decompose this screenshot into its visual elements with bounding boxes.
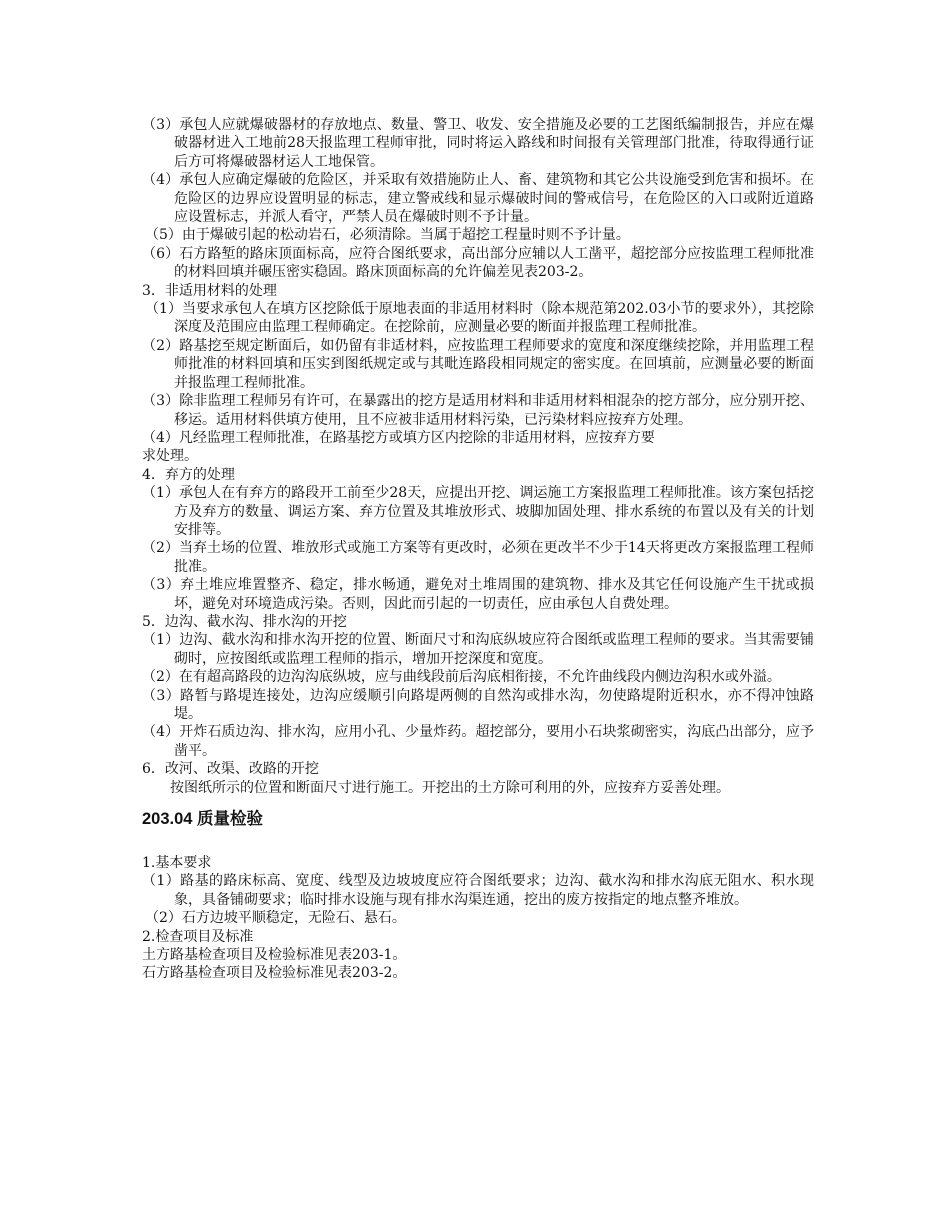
paragraph-spoil-1: （1）承包人在有弃方的路段开工前至少28天，应提出开挖、调运施工方案报监理工程师批准。该方案包括挖方及弃方的数量、调运方案、弃方位置及其堆放形式、坡脚加固处理、排水系统的布置以及有关的计划安排等。 xyxy=(142,485,814,538)
paragraph-requirement-1: （1）路基的路床标高、宽度、线型及边坡坡度应符合图纸要求；边沟、截水沟和排水沟底无阻水、积水现象，具备铺砌要求；临时排水设施与现有排水沟渠连通，挖出的废方按指定的地点整齐堆放。 xyxy=(142,873,814,908)
paragraph-ditch-1: （1）边沟、截水沟和排水沟开挖的位置、断面尺寸和沟底纵坡应符合图纸或监理工程师的要求。当其需要铺砌时，应按图纸或监理工程师的指示，增加开挖深度和宽度。 xyxy=(142,632,814,667)
paragraph-spoil-3: （3）弃土堆应堆置整齐、稳定，排水畅通，避免对土堆周围的建筑物、排水及其它任何设施产生干扰或损坏，避免对环境造成污染。否则，因此而引起的一切责任，应由承包人自费处理。 xyxy=(142,577,814,612)
paragraph-unsuitable-1: （1）当要求承包人在填方区挖除低于原地表面的非适用材料时（除本规范第202.03小节的要求外），其挖除深度及范围应由监理工程师确定。在挖除前，应测量必要的断面并报监理工程师批准。 xyxy=(145,301,814,336)
paragraph-rock-subgrade-table-ref: 石方路基检查项目及检验标准见表203-2。 xyxy=(142,965,407,982)
paragraph-ditch-3: （3）路暂与路堤连接处，边沟应缓顺引向路堤两侧的自然沟或排水沟，勿使路堤附近积水，亦不得冲蚀路堤。 xyxy=(142,687,814,722)
subheading-ditch-excavation: 5．边沟、截水沟、排水沟的开挖 xyxy=(142,613,347,630)
subheading-basic-requirements: 1.基本要求 xyxy=(142,855,212,872)
section-heading-quality-inspection: 203.04 质量检验 xyxy=(142,810,264,829)
paragraph-rock-cutting-elevation: （6）石方路堑的路床顶面标高，应符合图纸要求，高出部分应辅以人工凿平，超挖部分应按监理工程师批准的材料回填并碾压密实稳固。路床顶面标高的允许偏差见表203-2。 xyxy=(142,245,814,281)
subheading-unsuitable-materials: 3．非适用材料的处理 xyxy=(142,282,277,299)
paragraph-diversion-text: 按图纸所示的位置和断面尺寸进行施工。开挖出的土方除可利用的外，应按弃方妥善处理。 xyxy=(170,779,730,796)
paragraph-unsuitable-3: （3）除非监理工程师另有许可，在暴露出的挖方是适用材料和非适用材料相混杂的挖方部分，应分别开挖、移运。适用材料供填方使用，且不应被非适用材料污染，已污染材料应按弃方处理。 xyxy=(142,393,814,428)
paragraph-ditch-2: （2）在有超高路段的边沟沟底纵坡，应与曲线段前后沟底相衔接，不允许曲线段内侧边沟积水或外溢。 xyxy=(142,669,781,686)
paragraph-loose-rock: （5）由于爆破引起的松动岩石，必须清除。当属于超挖工程量时则不予计量。 xyxy=(145,227,630,244)
document-page xyxy=(142,116,814,983)
paragraph-earth-subgrade-table-ref: 土方路基检查项目及检验标准见表203-1。 xyxy=(142,947,407,964)
paragraph-ditch-4: （4）开炸石质边沟、排水沟，应用小孔、少量炸药。超挖部分，要用小石块浆砌密实，沟底凸出部分，应予凿平。 xyxy=(142,724,814,759)
paragraph-spoil-2: （2）当弃土场的位置、堆放形式或施工方案等有更改时，必须在更改半不少于14天将更改方案报监理工程师批准。 xyxy=(142,540,814,575)
paragraph-blasting-materials-report: （3）承包人应就爆破器材的存放地点、数量、警卫、收发、安全措施及必要的工艺图纸编制报告，并应在爆破器材进入工地前28天报监理工程师审批，同时将运入路线和时间报有关管理部门批准，待取得通行证后方可将爆破器材运人工地保管。 xyxy=(142,117,814,170)
paragraph-unsuitable-4-continued: 求处理。 xyxy=(142,448,198,465)
subheading-inspection-items: 2.检查项目及标准 xyxy=(142,928,254,945)
paragraph-requirement-2: （2）石方边坡平顺稳定，无险石、悬石。 xyxy=(145,910,406,927)
paragraph-unsuitable-4: （4）凡经监理工程师批准，在路基挖方或填方区内挖除的非适用材料，应按弃方要 xyxy=(142,429,655,446)
subheading-river-road-diversion: 6．改河、改渠、改路的开挖 xyxy=(142,761,319,778)
subheading-spoil-disposal: 4．弃方的处理 xyxy=(142,466,235,483)
paragraph-blasting-danger-zone: （4）承包人应确定爆破的危险区，并采取有效措施防止人、畜、建筑物和其它公共设施受到危害和损坏。在危险区的边界应设置明显的标志，建立警戒线和显示爆破时间的警戒信号，在危险区的入口或附近道路应设置标志，并派人看守，严禁人员在爆破时则不予计量。 xyxy=(142,172,814,226)
paragraph-unsuitable-2: （2）路基挖至规定断面后，如仍留有非适材料，应按监理工程师要求的宽度和深度继续挖除，并用监理工程师批准的材料回填和压实到图纸规定或与其毗连路段相同规定的密实度。在回填前，应测量必要的断面并报监理工程师批准。 xyxy=(142,337,814,391)
